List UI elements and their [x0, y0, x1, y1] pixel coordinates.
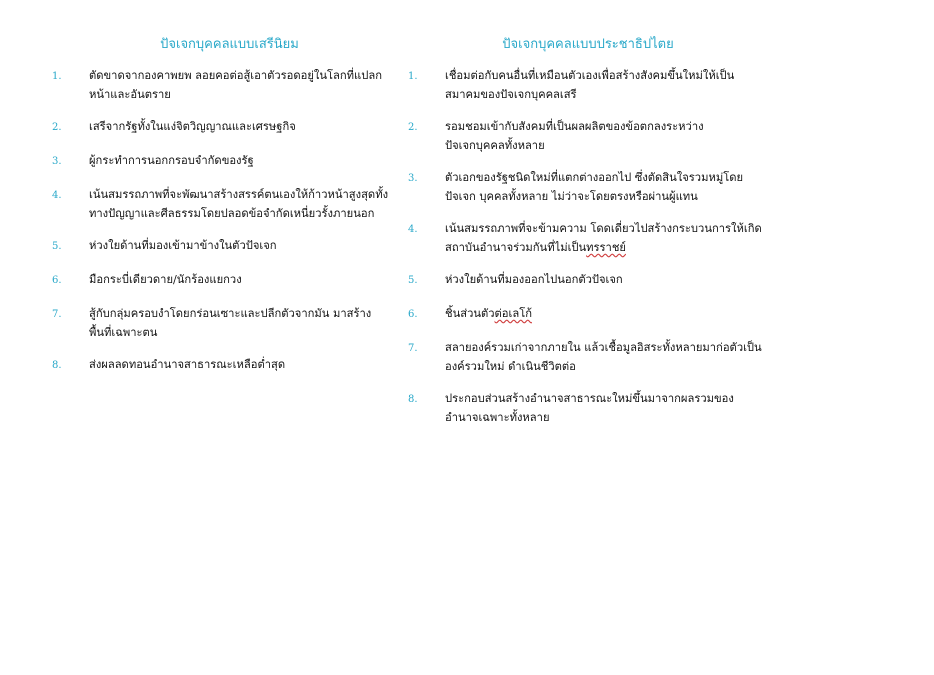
item-number: 3. — [408, 173, 418, 184]
item-number: 2. — [408, 122, 418, 133]
list-item — [52, 355, 397, 376]
list-item — [52, 270, 397, 291]
list-item — [408, 304, 768, 325]
liberal-items-list — [52, 66, 397, 376]
item-text: ห่วงใยด้านที่มองเข้ามาข้างในตัวปัจเจก — [89, 239, 277, 252]
item-number: 1. — [408, 71, 418, 82]
item-number: 1. — [52, 71, 62, 82]
item-number: 4. — [52, 190, 62, 201]
list-item — [408, 338, 768, 376]
list-item — [408, 66, 768, 104]
list-item — [408, 389, 768, 427]
list-item — [52, 151, 397, 172]
item-text: เน้นสมรรถภาพที่จะพัฒนาสร้างสรรค์ตนเองให้ก้าวหน้าสูงสุดทั้งทางปัญญาและศีลธรรมโดยปลอดข้อจำกัดเหนี่ยวรั้งภายนอก — [89, 188, 389, 220]
list-item — [408, 219, 768, 257]
item-text: ส่งผลลดทอนอำนาจสาธารณะเหลือต่ำสุด — [89, 358, 286, 371]
spellcheck-marked-word: ต่อเลโก้ — [494, 307, 532, 320]
item-text: รอมชอมเข้ากับสังคมที่เป็นผลผลิตของข้อตกลงระหว่างปัจเจกบุคคลทั้งหลาย — [445, 120, 704, 152]
item-text: ตัวเอกของรัฐชนิดใหม่ที่แตกต่างออกไป ซึ่งตัดสินใจรวมหมู่โดยปัจเจก บุคคลทั้งหลาย ไม่ว่าจะโดยตรงหรือผ่านผู้แทน — [445, 171, 744, 203]
list-item — [408, 117, 768, 155]
item-number: 6. — [52, 275, 62, 286]
list-item — [408, 270, 768, 291]
item-text: สู้กับกลุ่มครอบงำโดยกร่อนเซาะและปลีกตัวจากมัน มาสร้างพื้นที่เฉพาะตน — [89, 307, 372, 339]
item-text-part: ชิ้นส่วนตัว — [445, 307, 495, 320]
item-number: 7. — [408, 343, 418, 354]
list-item — [52, 117, 397, 138]
item-number: 7. — [52, 309, 62, 320]
list-item — [408, 168, 768, 206]
list-item — [52, 66, 397, 104]
item-number: 5. — [408, 275, 418, 286]
item-text: ประกอบส่วนสร้างอำนาจสาธารณะใหม่ขึ้นมาจากผลรวมของอำนาจเฉพาะทั้งหลาย — [445, 392, 734, 424]
list-item — [52, 304, 397, 342]
liberal-column-title: ปัจเจกบุคคลแบบเสรีนิยม — [160, 37, 299, 52]
item-number: 6. — [408, 309, 418, 320]
democratic-individual-column — [408, 36, 768, 440]
item-text: ห่วงใยด้านที่มองออกไปนอกตัวปัจเจก — [445, 273, 623, 286]
item-text — [445, 304, 763, 323]
item-text-part: เน้นสมรรถภาพที่จะข้ามความ โดดเดี่ยวไปสร้างกระบวนการให้เกิดสถาบันอำนาจร่วมกันที่ไม่เป็น — [445, 222, 762, 254]
item-number: 5. — [52, 241, 62, 252]
item-text: ผู้กระทำการนอกกรอบจำกัดของรัฐ — [89, 154, 254, 167]
item-text: สลายองค์รวมเก่าจากภายใน แล้วเชื้อมูลอิสระทั้งหลายมาก่อตัวเป็นองค์รวมใหม่ ดำเนินชีวิตต่อ — [445, 341, 762, 373]
spellcheck-marked-word: ทรราชย์ — [586, 241, 626, 254]
democratic-column-title: ปัจเจกบุคคลแบบประชาธิปไตย — [502, 37, 674, 52]
item-text: มือกระบี่เดียวดาย/นักร้องแยกวง — [89, 273, 242, 286]
item-number: 8. — [52, 360, 62, 371]
democratic-items-list — [408, 66, 768, 427]
item-text — [445, 219, 763, 257]
item-number: 8. — [408, 394, 418, 405]
item-number: 2. — [52, 122, 62, 133]
item-number: 3. — [52, 156, 62, 167]
item-text: เสรีจากรัฐทั้งในแง่จิตวิญญาณและเศรษฐกิจ — [89, 120, 296, 133]
item-text: เชื่อมต่อกับคนอื่นที่เหมือนตัวเองเพื่อสร้างสังคมขึ้นใหม่ให้เป็นสมาคมของปัจเจกบุคคลเสรี — [445, 69, 735, 101]
item-number: 4. — [408, 224, 418, 235]
list-item — [52, 185, 397, 223]
liberal-individual-column — [52, 36, 397, 389]
list-item — [52, 236, 397, 257]
item-text: ตัดขาดจากองคาพยพ ลอยคอต่อสู้เอาตัวรอดอยู่ในโลกที่แปลกหน้าและอันตราย — [89, 69, 382, 101]
